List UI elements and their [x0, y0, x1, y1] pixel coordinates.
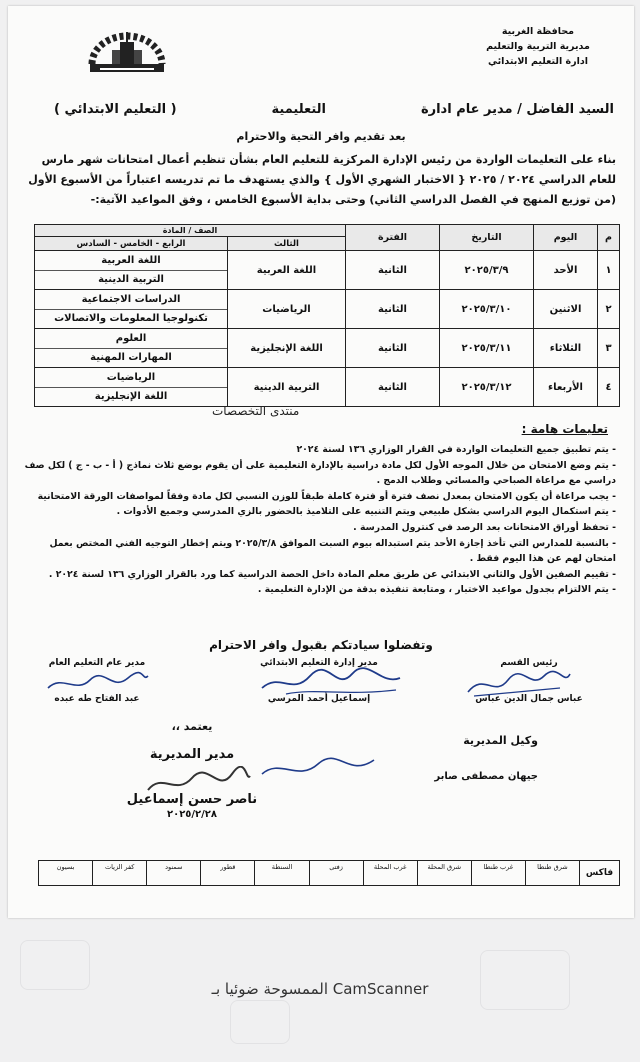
- row-num: ٣: [598, 329, 620, 368]
- col-header-third: الثالث: [228, 237, 346, 251]
- signature-general-director: مدير عام التعليم العام عبد الفتاح طه عبده: [48, 658, 146, 704]
- upper-subject-2: التربية الدينية: [98, 274, 164, 286]
- row-upper-subjects: [35, 329, 228, 368]
- row-third-subject: الرياضيات: [228, 290, 346, 329]
- row-num: ٢: [598, 290, 620, 329]
- upper-subject-1: اللغة العربية: [35, 251, 227, 271]
- background-decoration: [230, 1000, 290, 1044]
- approval-name: ناصر حسن إسماعيل: [126, 792, 258, 807]
- row-date: ٢٠٢٥/٣/٩: [440, 251, 534, 290]
- signature-scribble-icon: [258, 754, 378, 784]
- exam-schedule-table: [34, 224, 620, 407]
- col-header-day: اليوم: [534, 225, 598, 251]
- row-period: الثانية: [346, 368, 440, 407]
- footer-cell: شرق المحلة: [417, 861, 471, 885]
- upper-subject-1: الرياضيات: [35, 368, 227, 388]
- footer-cell: قطور: [200, 861, 254, 885]
- row-date: ٢٠٢٥/٣/١١: [440, 329, 534, 368]
- row-day: الأحد: [534, 251, 598, 290]
- table-row: [35, 290, 620, 329]
- footer-cell: زفتى: [309, 861, 363, 885]
- addressee-prefix: السيد الفاضل / مدير عام ادارة: [420, 102, 614, 117]
- instruction-item: - تحفظ أوراق الامتحانات بعد الرصد في كنترول المدرسة .: [353, 521, 616, 533]
- footer-cell: غرب المحلة: [363, 861, 417, 885]
- row-date: ٢٠٢٥/٣/١٢: [440, 368, 534, 407]
- instructions-title: تعليمات هامة :: [521, 422, 608, 436]
- upper-subject-2: تكنولوجيا المعلومات والاتصالات: [54, 313, 208, 325]
- greeting: بعد تقديم وافر التحية والاحترام: [236, 130, 406, 143]
- footer-cell: سمنود: [146, 861, 200, 885]
- row-period: الثانية: [346, 290, 440, 329]
- signature-head-of-section: رئيس القسم عباس جمال الدين عباس: [475, 658, 583, 704]
- row-upper-subjects: [35, 251, 228, 290]
- col-header-grade-subject: الصف / المادة: [35, 225, 346, 237]
- footer-cell: شرق طنطا: [525, 861, 579, 885]
- ministry-logo-icon: [82, 28, 172, 76]
- administration-label: ادارة التعليم الابتدائي: [487, 56, 589, 67]
- row-upper-subjects: [35, 368, 228, 407]
- row-day: الاثنين: [534, 290, 598, 329]
- instruction-item: - تقييم الصفين الأول والثاني الابتدائي عن طريق معلم المادة داخل الحصة الدراسية كما ورد بالقرار الوزاري ١٣٦ لسنة ٢٠٢٤ .: [48, 568, 616, 580]
- approval-date: ٢٠٢٥/٢/٢٨: [166, 809, 218, 820]
- signature-scribble-icon: [464, 668, 574, 700]
- signature-scribble-icon: [42, 668, 152, 698]
- row-day: الثلاثاء: [534, 329, 598, 368]
- col-header-num: م: [598, 225, 620, 251]
- table-row: [35, 368, 620, 407]
- signature-scribble-icon: [256, 666, 406, 702]
- signature-primary-director: مدير إدارة التعليم الابتدائي إسماعيل أحمد المرسي: [260, 658, 378, 704]
- footer-cell: كفر الزيات: [92, 861, 146, 885]
- upper-subject-1: الدراسات الاجتماعية: [35, 290, 227, 310]
- signature-deputy: وكيل المديرية جيهان مصطفى صابر: [434, 734, 538, 782]
- watermark-text: منتدى التخصصات: [212, 404, 300, 418]
- footer-cell: السنطة: [254, 861, 308, 885]
- footer-cell: غرب طنطا: [471, 861, 525, 885]
- col-header-date: التاريخ: [440, 225, 534, 251]
- instruction-item: - يتم استكمال اليوم الدراسي بشكل طبيعي ويتم التنبيه على التلاميذ بالحضور بالزي المدرسي وجميع الأدوات .: [116, 506, 616, 518]
- row-third-subject: اللغة العربية: [228, 251, 346, 290]
- row-num: ١: [598, 251, 620, 290]
- upper-subject-1: العلوم: [35, 329, 227, 349]
- fax-label: فاكس: [579, 861, 619, 885]
- row-period: الثانية: [346, 329, 440, 368]
- footer-cell: بسيون: [56, 863, 75, 871]
- instruction-item: - يتم تطبيق جميع التعليمات الواردة في القرار الوزاري ١٣٦ لسنة ٢٠٢٤: [296, 444, 616, 455]
- row-upper-subjects: [35, 290, 228, 329]
- row-num: ٤: [598, 368, 620, 407]
- governorate-label: محافظة الغربية: [501, 26, 575, 37]
- intro-paragraph: بناء على التعليمات الواردة من رئيس الإدارة المركزية للتعليم العام بشأن تنظيم أعمال امتحانات شهر مارس للعام الدراسي ٢٠٢٤ / ٢٠٢٥ { الاختبار الشهري الأول } والذي يستهدف ما تم تدريسه اعتباراً من الأسبوع الأول (من توزيع المنهج في الفصل الدراسي الثاني) وحتى بداية الأسبوع الخامس ، وفق المواعيد الآتية:-: [28, 153, 616, 206]
- col-header-upper-grades: الرابع - الخامس - السادس: [35, 237, 228, 251]
- closing-line: وتفضلوا سيادتكم بقبول وافر الاحترام: [209, 638, 433, 652]
- col-header-period: الفترة: [346, 225, 440, 251]
- table-row: [35, 251, 620, 290]
- addressee-dept: ( التعليم الابتدائي ): [54, 102, 177, 117]
- approval-label: يعتمد ،،: [171, 720, 213, 733]
- instruction-item: - يتم الالتزام بجدول مواعيد الاختبار ، ومتابعة تنفيذه بدقة من الإدارة التعليمية .: [257, 584, 616, 596]
- approval-title: مدير المديرية: [149, 747, 235, 762]
- letterhead: [468, 24, 608, 69]
- addressee-middle: التعليمية: [271, 102, 327, 117]
- table-row: [35, 329, 620, 368]
- instructions-list: [20, 442, 616, 598]
- row-period: الثانية: [346, 251, 440, 290]
- instruction-item: - يتم وضع الامتحان من خلال الموجه الأول لكل مادة دراسية بالإدارة التعليمية على أن يقوم بوضع ثلاث نماذج ( أ - ب - ج ) لكل صف دراسي مع مراعاة الصباحي والمسائي وطلاب الدمج .: [24, 459, 616, 487]
- instruction-item: - بالنسبة للمدارس التي تأخذ إجازة الأحد يتم استبداله بيوم السبت الموافق ٢٠٢٥/٣/٨ ويتم إخطار التوجيه الفني المختص بعمل امتحان لهم عن هذا اليوم فقط .: [49, 537, 616, 565]
- camscanner-watermark: الممسوحة ضوئيا بـ CamScanner: [211, 980, 429, 998]
- directorate-label: مديرية التربية والتعليم: [486, 41, 590, 52]
- row-day: الأربعاء: [534, 368, 598, 407]
- upper-subject-2: المهارات المهنية: [90, 352, 172, 364]
- signature-scribble-icon: [142, 766, 252, 800]
- upper-subject-2: اللغة الإنجليزية: [94, 391, 168, 403]
- instruction-item: - يجب مراعاة أن يكون الامتحان بمعدل نصف فترة أو فترة كاملة طبقاً للوزن النسبي لكل مادة وفقاً لمواصفات الورقة الامتحانية: [37, 490, 616, 502]
- addressee-line: [54, 102, 614, 117]
- document-page: [8, 6, 634, 918]
- row-third-subject: اللغة الإنجليزية: [228, 329, 346, 368]
- row-third-subject: التربية الدينية: [228, 368, 346, 407]
- contact-footer: [38, 860, 620, 886]
- row-date: ٢٠٢٥/٣/١٠: [440, 290, 534, 329]
